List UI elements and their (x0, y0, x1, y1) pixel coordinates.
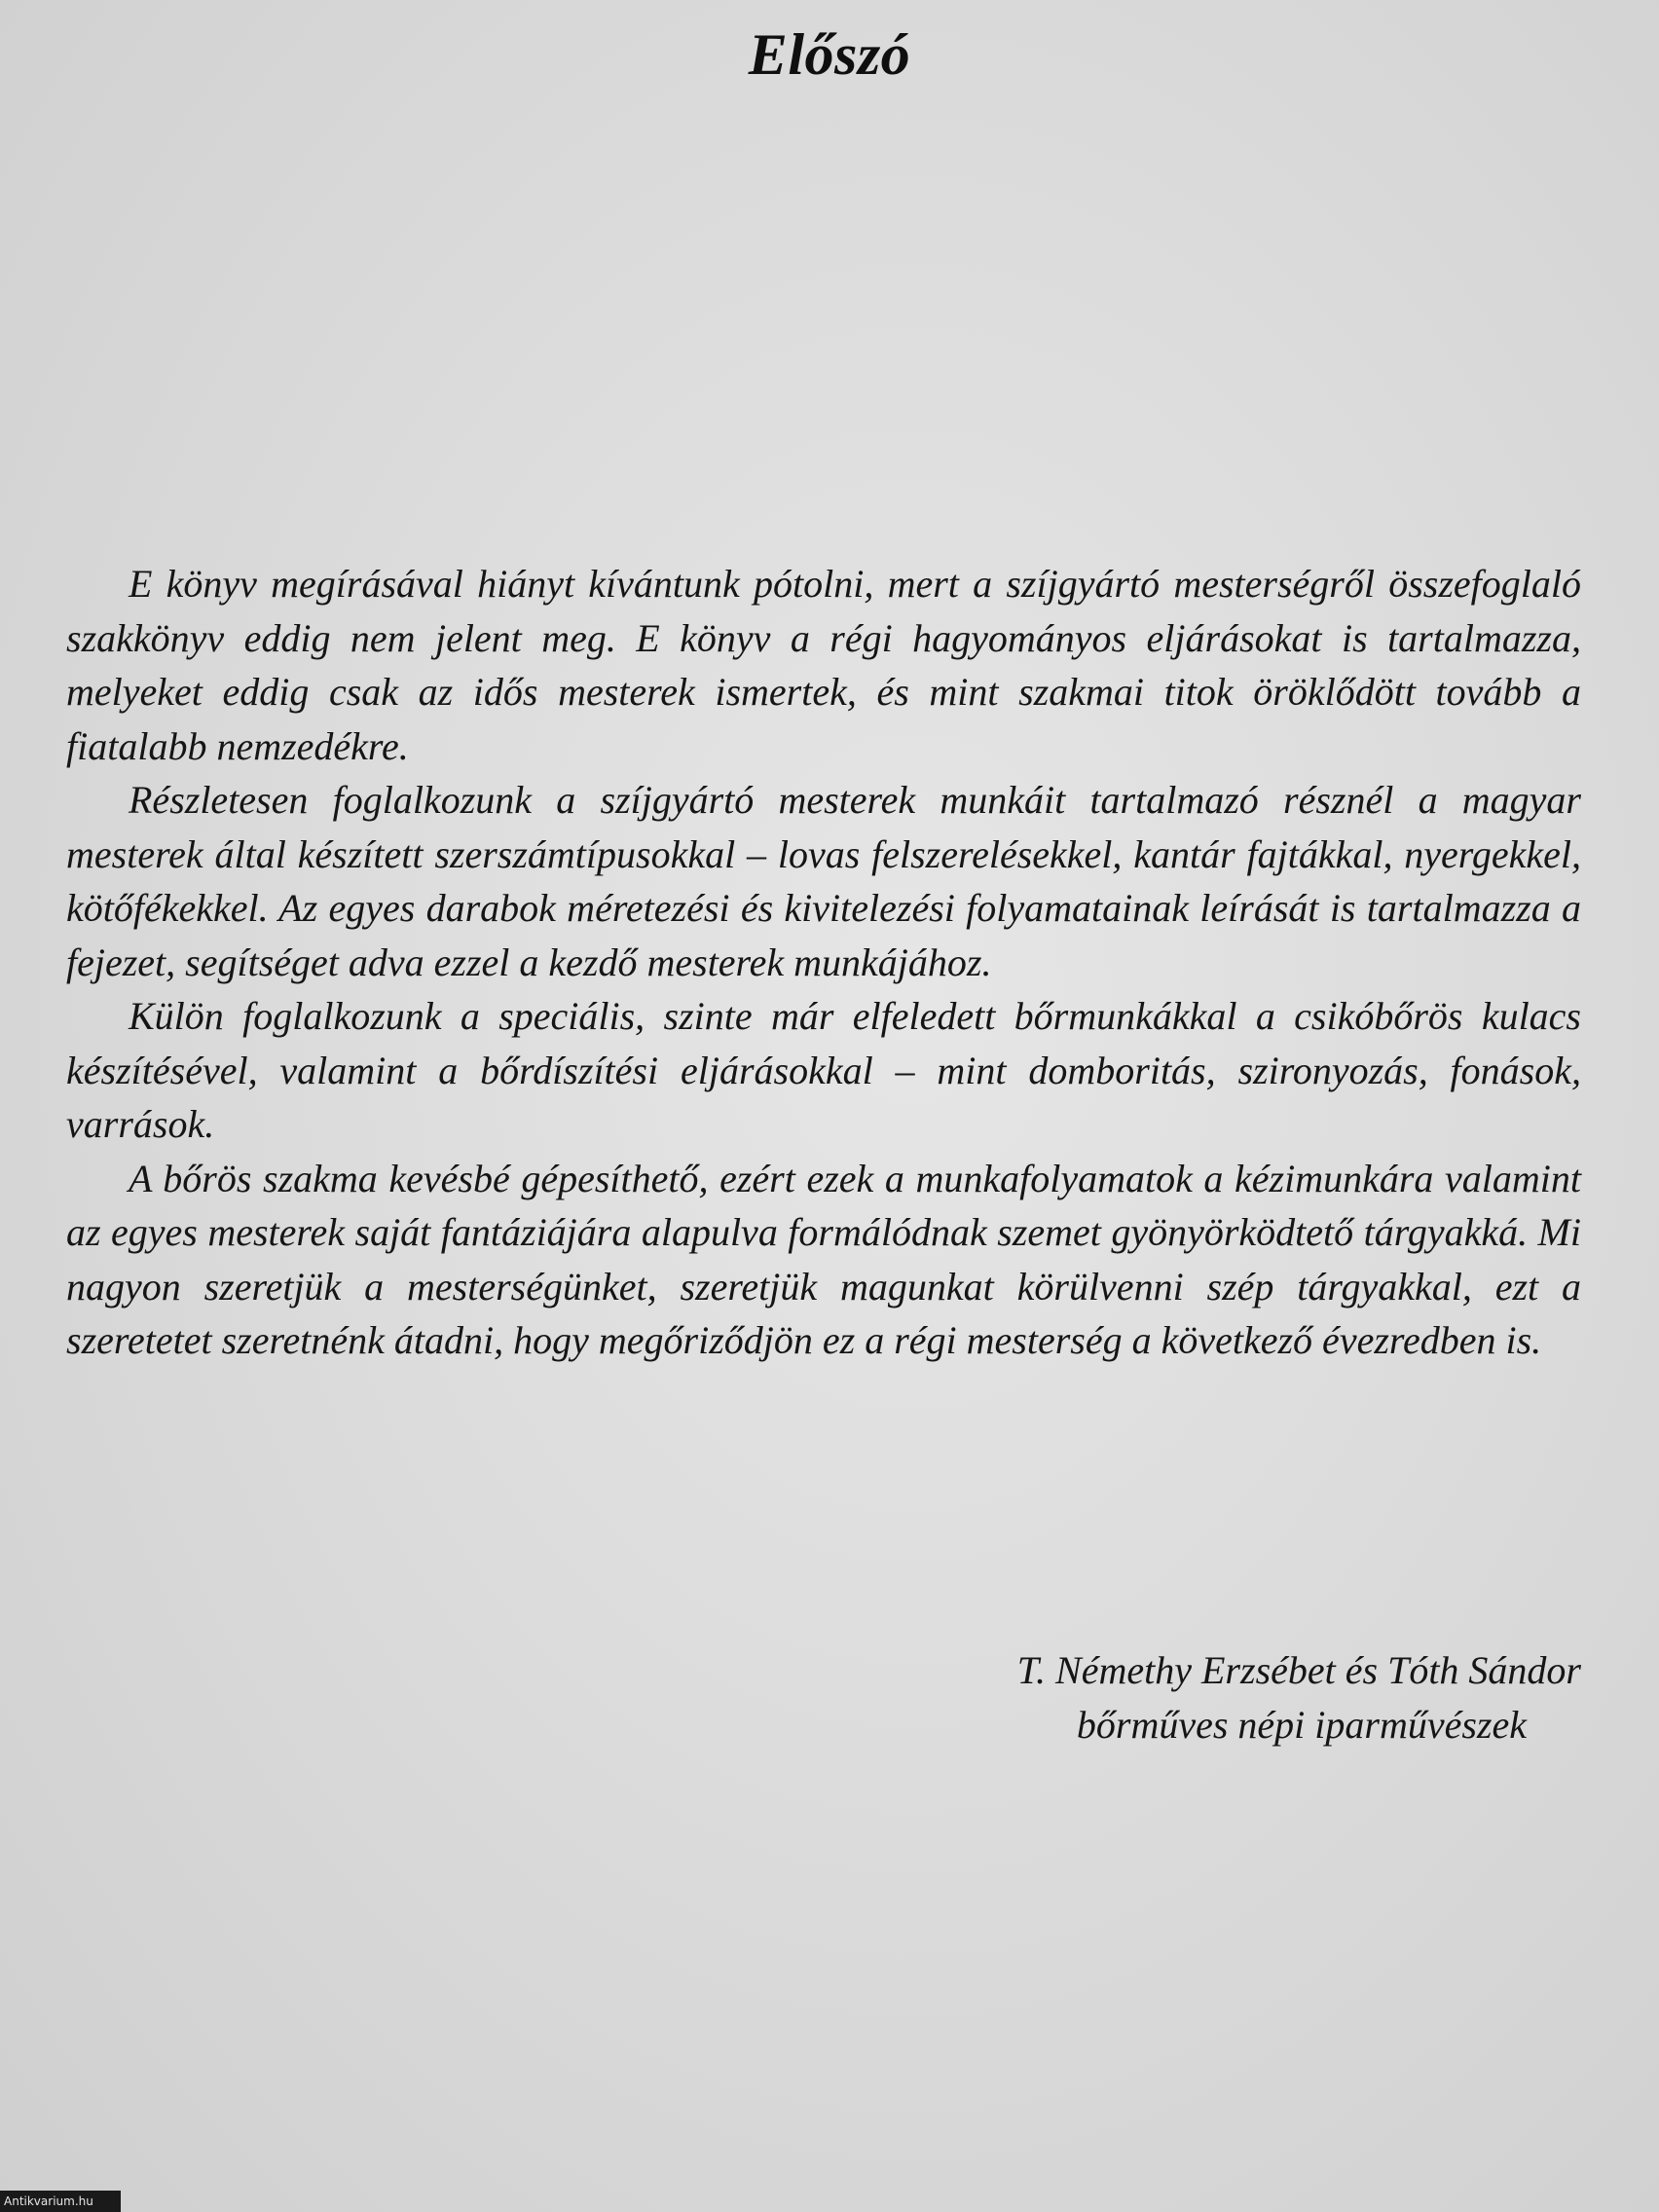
watermark: Antikvarium.hu (0, 2191, 121, 2212)
signature-role: bőrműves népi iparművészek (1076, 1703, 1527, 1747)
foreword-text (66, 557, 1581, 1368)
paragraph-3: Külön foglalkozunk a speciális, szinte már elfeledett bőrmunkákkal a csikóbőrös kulacs készítésével, valamint a bőrdíszítési eljárásokkal – mint domboritás, szironyozás, fonások, varrások. (66, 994, 1581, 1146)
signature-block (705, 1643, 1581, 1752)
page-title: Előszó (748, 22, 911, 87)
paragraph-4: A bőrös szakma kevésbé gépesíthető, ezért ezek a munkafolyamatok a kézimunkára valamint az egyes mesterek saját fantáziájára alapulva formálódnak szemet gyönyörködtető tárgyakká. Mi nagyon szeretjük a mesterségünket, szeretjük magunkat körülvenni szép tárgyakkal, ezt a szeretetet szeretnénk átadni, hogy megőriződjön ez a régi mesterség a következő évezredben is. (66, 1156, 1581, 1362)
signature-authors: T. Némethy Erzsébet és Tóth Sándor (1016, 1648, 1581, 1692)
paragraph-1: E könyv megírásával hiányt kívántunk pótolni, mert a szíjgyártó mesterségről összefoglaló szakkönyv eddig nem jelent meg. E könyv a régi hagyományos eljárásokat is tartalmazza, melyeket eddig csak az idős mesterek ismertek, és mint szakmai titok öröklődött tovább a fiatalabb nemzedékre. (66, 562, 1581, 768)
paragraph-2: Részletesen foglalkozunk a szíjgyártó mesterek munkáit tartalmazó résznél a magyar mesterek által készített szerszámtípusokkal – lovas felszerelésekkel, kantár fajtákkal, nyergekkel, kötőfékekkel. Az egyes darabok méretezési és kivitelezési folyamatainak leírását is tartalmazza a fejezet, segítséget adva ezzel a kezdő mesterek munkájához. (66, 778, 1581, 984)
